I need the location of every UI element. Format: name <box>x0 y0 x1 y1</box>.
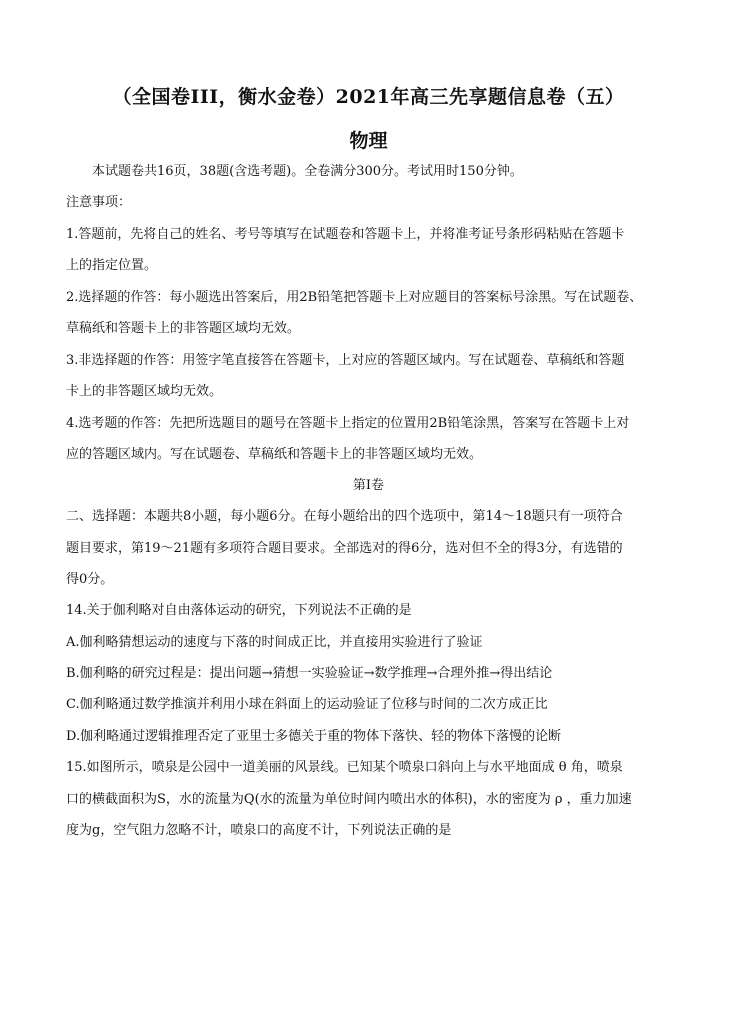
question-15-stem-line: 口的横截面积为S，水的流量为Q(水的流量为单位时间内喷出水的体积)，水的密度为 ρ ，重力加速 <box>66 792 632 807</box>
section-title: 第I卷 <box>352 478 385 493</box>
intro-text: 本试题卷共16页，38题(含选考题)。全卷满分300分。考试用时150分钟。 <box>92 164 523 179</box>
question-14-option-a: A.伽利略猜想运动的速度与下落的时间成正比，并直接用实验进行了验证 <box>66 635 483 650</box>
question-15-stem-line: 15.如图所示，喷泉是公园中一道美丽的风景线。已知某个喷泉口斜向上与水平地面成 θ 角，喷泉 <box>66 760 623 775</box>
section-desc-line: 得0分。 <box>66 572 114 587</box>
notice-line: 应的答题区域内。写在试题卷、草稿纸和答题卡上的非答题区域均无效。 <box>66 447 483 462</box>
notice-line: 卡上的非答题区域均无效。 <box>66 384 223 399</box>
subject-title: 物理 <box>349 130 388 152</box>
notice-line: 3.非选择题的作答：用签字笔直接答在答题卡，上对应的答题区域内。写在试题卷、草稿纸和答题 <box>66 353 625 368</box>
question-14-option-d: D.伽利略通过逻辑推理否定了亚里士多德关于重的物体下落快、轻的物体下落慢的论断 <box>66 729 562 744</box>
notice-line: 草稿纸和答题卡上的非答题区域均无效。 <box>66 321 301 336</box>
section-desc-line: 题目要求，第19～21题有多项符合题目要求。全部选对的得6分，选对但不全的得3分，有选错的 <box>66 541 623 556</box>
question-14-option-c: C.伽利略通过数学推演并利用小球在斜面上的运动验证了位移与时间的二次方成正比 <box>66 697 548 712</box>
section-desc-line: 二、选择题：本题共8小题，每小题6分。在每小题给出的四个选项中，第14～18题只有一项符合 <box>66 509 623 524</box>
notice-line: 上的指定位置。 <box>66 258 158 273</box>
page-title: （全国卷III，衡水金卷）2021年高三先享题信息卷（五） <box>112 86 625 108</box>
question-15-stem-line: 度为g，空气阻力忽略不计，喷泉口的高度不计，下列说法正确的是 <box>66 823 452 838</box>
notice-line: 1.答题前，先将自己的姓名、考号等填写在试题卷和答题卡上，并将准考证号条形码粘贴在答题卡 <box>66 227 625 242</box>
notice-line: 4.选考题的作答：先把所选题目的题号在答题卡上指定的位置用2B铅笔涂黑，答案写在答题卡上对 <box>66 416 630 431</box>
question-14-option-b: B.伽利略的研究过程是：提出问题→猜想一实验验证→数学推理→合理外推→得出结论 <box>66 666 553 681</box>
question-14-stem: 14.关于伽利略对自由落体运动的研究，下列说法不正确的是 <box>66 603 412 618</box>
notice-heading: 注意事项： <box>66 195 132 210</box>
notice-line: 2.选择题的作答：每小题选出答案后，用2B铅笔把答题卡上对应题目的答案标号涂黑。写在试题卷、 <box>66 290 643 305</box>
